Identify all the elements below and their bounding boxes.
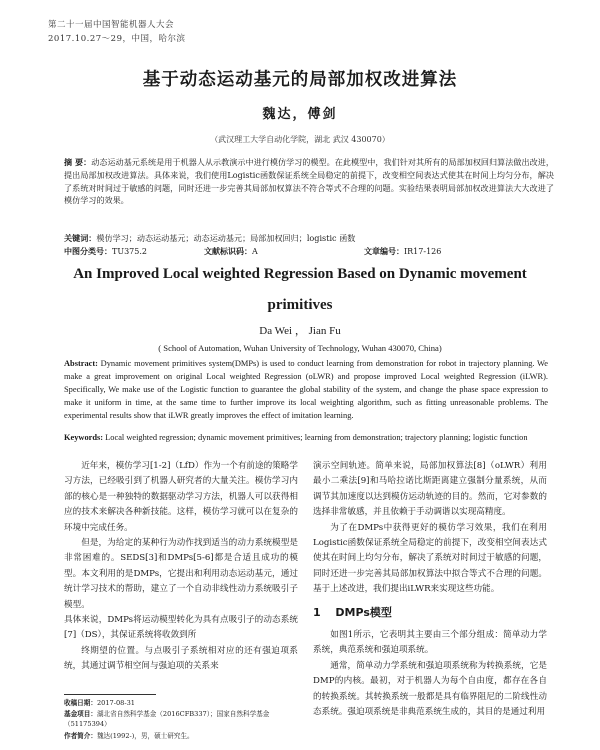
received-label: 收稿日期： — [64, 699, 97, 707]
body-right-column — [313, 459, 547, 721]
conference-date-place: 2017.10.27～29，中国，哈尔滨 — [48, 34, 186, 44]
clc-label: 中图分类号： — [64, 246, 112, 256]
conference-name: 第二十一届中国智能机器人大会 — [48, 20, 175, 30]
num-value: IR17-126 — [404, 247, 442, 256]
abstract-en-text: Dynamic movement primitives system(DMPs) is used to conduct learning from demonstration for robot in trajectory planning. We make a great improvement on original Local weighted Regression (oLWR) and propose improved Local weighted Regression (iLWR). Specifically, We make use of the Logistic function to guarantee the global stability of the system, and change the phase space expression to make it uniform in time, at the same time to further improve its local weighting algorithm, such as fitting unreasonable problems. The experimental results show that iLWR greatly improves the effect of imitation learning. — [64, 359, 549, 420]
body-paragraph: 演示空间轨迹。简单来说，局部加权算法[8]（oLWR）利用最小二乘法[9]和马哈拉诺比斯距离建立强制分量系统，从而调节其加速度以达到模仿运动轨迹的目的。然而，它对参数的选择非常敏感，并且依赖于手动调谐以实现高精度。 — [313, 461, 547, 518]
body-paragraph: 为了在DMPs中获得更好的模仿学习效果，我们在利用Logistic函数保证系统全局稳定的前提下，改变相空间表达式使其在时间上均匀分布，解决了系统对时间过于敏感的问题，同时还进一步完善其局部加权算法中拟合等式不合理的问题。基于上述改进，我们提出iLWR来实现这些功能。 — [313, 522, 547, 595]
keywords-cn-label: 关键词： — [64, 233, 97, 243]
abstract-cn — [64, 156, 554, 207]
funding-value: 湖北省自然科学基金（2016CFB337）；国家自然科学基金（51175394） — [64, 710, 270, 728]
authors-en: Da Wei ， Jian Fu — [259, 325, 341, 337]
affiliation-cn: （武汉理工大学自动化学院，湖北 武汉 430070） — [210, 135, 390, 144]
article-number — [364, 246, 524, 257]
paper-title-cn: 基于动态运动基元的局部加权改进算法 — [142, 70, 458, 90]
body-paragraph: 终期望的位置。与点吸引子系统相对应的还有强迫项系统，其通过调节相空间与强迫项的关系来 — [64, 645, 298, 672]
received-value: 2017-08-31 — [96, 699, 135, 707]
section-title: DMPs模型 — [335, 605, 392, 619]
section-number: 1 — [313, 605, 321, 619]
clc-number — [64, 246, 204, 257]
footnote-received — [64, 698, 304, 708]
keywords-en-label: Keywords: — [64, 433, 104, 442]
clc-value: TU375.2 — [112, 247, 147, 256]
body-paragraph: 通常，简单动力学系统和强迫项系统称为转换系统，它是DMP的内核。最初，对于机器人为每个自由度，都存在各自的转换系统。其转换系统一般都是具有临界阻尼的二阶线性动态系统。强迫项系统是非典范系统生成的，其目的是通过利用 — [313, 660, 547, 718]
funding-label: 基金项目： — [64, 710, 97, 718]
doc-label: 文献标识码： — [204, 246, 252, 256]
doc-value: A — [252, 247, 258, 256]
body-paragraph: 如图1所示，它表明其主要由三个部分组成：简单动力学系统，典范系统和强迫项系统。 — [313, 630, 547, 656]
abstract-cn-label: 摘 要： — [64, 157, 92, 167]
paper-title-en-line1: An Improved Local weighted Regression Based on Dynamic movement — [73, 266, 527, 282]
keywords-en-text: Local weighted regression; dynamic movement primitives; learning from demonstration; trajectory planning; logistic function — [105, 433, 528, 442]
body-paragraph: 近年来，模仿学习[1-2]（LfD）作为一个有前途的策略学习方法，已经吸引到了机器人研究者的大量关注。模仿学习内部的核心是一种独特的数据驱动学习方法，机器人可以获得相应的技术来解决各种新技能。这样，模仿学习就可以在复杂的环境中完成任务。 — [64, 461, 298, 533]
keywords-cn-text: 模仿学习；动态运动基元；动态运动基元；局部加权回归；logistic 函数 — [96, 233, 356, 243]
abstract-en — [64, 358, 548, 423]
section-heading — [313, 605, 547, 622]
document-code — [204, 246, 364, 257]
paper-title-en-line2: primitives — [267, 297, 333, 313]
keywords-cn — [64, 232, 554, 245]
keywords-en — [64, 432, 548, 445]
abstract-cn-text: 动态运动基元系统是用于机器人从示教演示中进行模仿学习的模型。在此模型中，我们针对其所有的局部加权回归算法做出改进，提出局部加权改进算法。具体来说，我们使用Logistic函数保证系统全局稳定的前提下，改变相空间表达式使其在时间上均匀分布，解决了系统对时间过于敏感的问题，同时还进一步完善其局部加权算法不符合等式不合理的问题。实验结果表明局部加权改进算法大大改进了模仿学习的效果。 — [64, 157, 554, 206]
body-left-column — [64, 459, 298, 675]
author-info-label: 作者简介： — [64, 732, 97, 740]
author-info-value: 魏达(1992-)，男，硕士研究生。 — [96, 732, 194, 740]
num-label: 文章编号： — [364, 246, 404, 256]
classification-row — [64, 246, 544, 257]
body-paragraph: 但是，为给定的某种行为动作找到适当的动力系统模型是非常困难的。SEDS[3]和DMPs[5-6]都是合适且成功的模型。本文利用的是DMPs，它提出和利用动态运动基元，通过统计学习技术的帮助，建立了一个自动非线性动力系统吸引子模型。 — [64, 538, 298, 610]
abstract-en-label: Abstract: — [64, 359, 98, 368]
affiliation-en: ( School of Automation, Wuhan University of Technology, Wuhan 430070, China) — [158, 343, 442, 353]
footnote-funding — [64, 709, 304, 729]
footnote-author — [64, 731, 304, 741]
authors-cn: 魏达，傅剑 — [262, 107, 338, 122]
body-paragraph: 具体来说，DMPs将运动模型转化为具有点吸引子的动态系统[7]（DS），其保证系统将收敛到所 — [64, 615, 298, 641]
footnote-divider — [64, 694, 156, 695]
